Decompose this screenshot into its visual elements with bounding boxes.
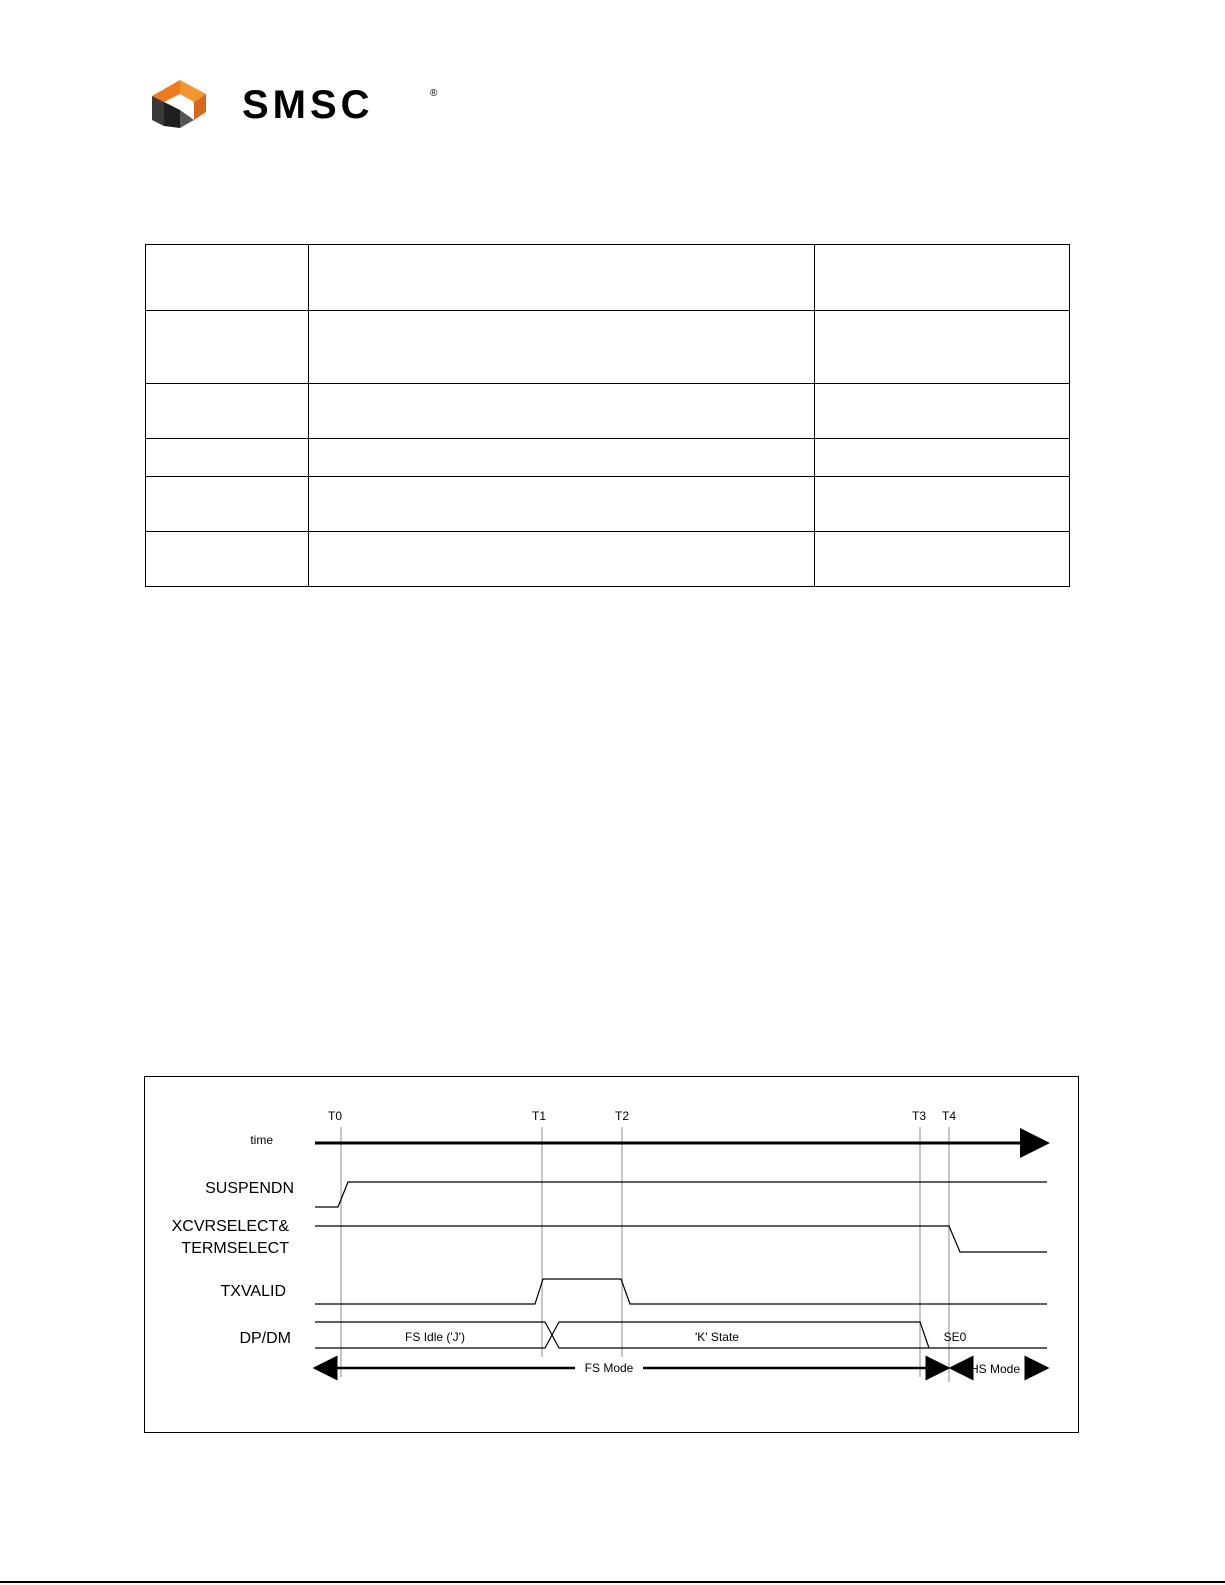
- table-row: [146, 311, 1070, 384]
- table-cell: [146, 439, 309, 477]
- table-cell: [309, 311, 815, 384]
- table-cell: [146, 384, 309, 439]
- smsc-logo: [150, 76, 450, 132]
- suspendn-waveform: [315, 1182, 1047, 1207]
- txvalid-waveform: [315, 1279, 1047, 1304]
- table-cell: [815, 532, 1070, 587]
- page-bottom-rule: [0, 1581, 1225, 1583]
- table-cell: [815, 245, 1070, 311]
- signal-dpdm-label: DP/DM: [239, 1330, 291, 1347]
- mode-fs: FS Mode: [584, 1361, 634, 1375]
- table-cell: [815, 477, 1070, 532]
- table-cell: [815, 311, 1070, 384]
- xcvrselect-waveform: [315, 1226, 1047, 1252]
- signal-time-label: time: [250, 1133, 273, 1147]
- signal-xcvrselect-label-2: TERMSELECT: [181, 1240, 289, 1257]
- state-k: 'K' State: [695, 1330, 739, 1344]
- table-cell: [309, 532, 815, 587]
- table-row: [146, 477, 1070, 532]
- marker-t0: T0: [328, 1109, 343, 1123]
- marker-t4: T4: [942, 1109, 957, 1123]
- table-cell: [146, 311, 309, 384]
- table-row: [146, 384, 1070, 439]
- signal-xcvrselect-label-1: XCVRSELECT&: [171, 1218, 289, 1235]
- state-fs-idle: FS Idle ('J'): [405, 1330, 465, 1344]
- timing-diagram: [144, 1076, 1079, 1433]
- table-cell: [309, 245, 815, 311]
- logo-registered-mark: ®: [430, 88, 438, 99]
- table-cell: [815, 384, 1070, 439]
- signal-suspendn-label: SUSPENDN: [205, 1180, 294, 1197]
- table-row: [146, 439, 1070, 477]
- table-cell: [309, 439, 815, 477]
- table-row: [146, 532, 1070, 587]
- marker-t2: T2: [615, 1109, 630, 1123]
- table-cell: [815, 439, 1070, 477]
- logo-wordmark: SMSC: [242, 83, 374, 127]
- marker-t1: T1: [532, 1109, 547, 1123]
- table-cell: [146, 532, 309, 587]
- table-cell: [309, 477, 815, 532]
- blank-table: [145, 244, 1070, 587]
- signal-txvalid-label: TXVALID: [220, 1283, 286, 1300]
- state-se0: SE0: [943, 1330, 967, 1344]
- mode-hs: HS Mode: [969, 1362, 1021, 1376]
- table-cell: [309, 384, 815, 439]
- marker-t3: T3: [912, 1109, 927, 1123]
- table-row: [146, 245, 1070, 311]
- table-cell: [146, 245, 309, 311]
- table-cell: [146, 477, 309, 532]
